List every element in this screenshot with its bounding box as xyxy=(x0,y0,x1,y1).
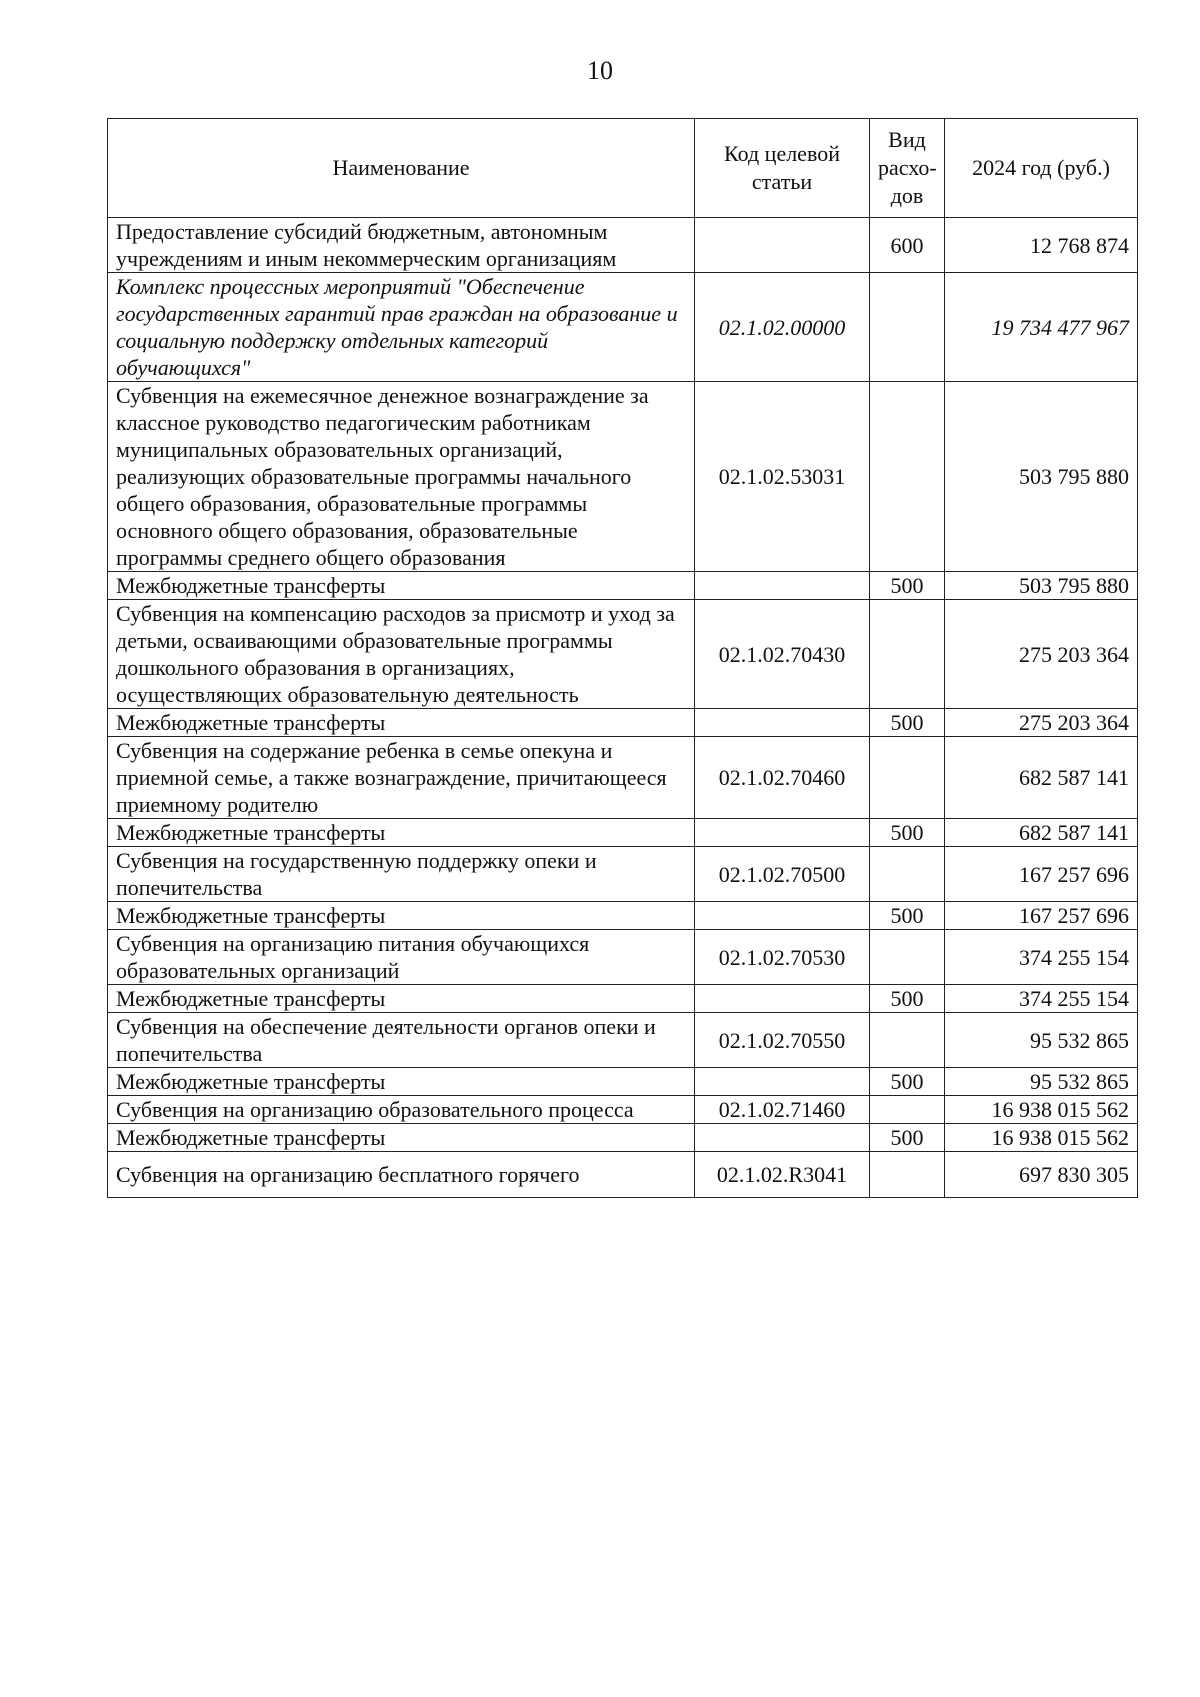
row-kind: 500 xyxy=(870,985,945,1013)
row-kind: 600 xyxy=(870,218,945,273)
table-row xyxy=(108,572,1138,600)
row-sum: 95 532 865 xyxy=(945,1068,1138,1096)
row-sum: 167 257 696 xyxy=(945,847,1138,902)
row-sum: 16 938 015 562 xyxy=(945,1124,1138,1152)
row-code: 02.1.02.71460 xyxy=(695,1096,870,1124)
row-name: Субвенция на обеспечение деятельности органов опеки и попечительства xyxy=(108,1013,695,1068)
row-sum: 682 587 141 xyxy=(945,737,1138,819)
table-header xyxy=(108,119,1138,218)
row-kind xyxy=(870,273,945,382)
row-kind xyxy=(870,737,945,819)
row-kind xyxy=(870,1152,945,1198)
row-code: 02.1.02.00000 xyxy=(695,273,870,382)
row-name: Межбюджетные трансферты xyxy=(108,1124,695,1152)
row-code xyxy=(695,819,870,847)
row-name: Межбюджетные трансферты xyxy=(108,902,695,930)
row-code: 02.1.02.70550 xyxy=(695,1013,870,1068)
row-sum: 275 203 364 xyxy=(945,600,1138,709)
row-name: Предоставление субсидий бюджетным, автономным учреждениям и иным некоммерческим организациям xyxy=(108,218,695,273)
table-row xyxy=(108,600,1138,709)
page-number: 10 xyxy=(587,56,613,85)
row-sum: 12 768 874 xyxy=(945,218,1138,273)
row-code: 02.1.02.70460 xyxy=(695,737,870,819)
row-name: Субвенция на организацию бесплатного горячего xyxy=(108,1152,695,1198)
table-row xyxy=(108,1068,1138,1096)
row-sum: 682 587 141 xyxy=(945,819,1138,847)
row-kind xyxy=(870,600,945,709)
row-code: 02.1.02.70500 xyxy=(695,847,870,902)
row-name: Субвенция на компенсацию расходов за присмотр и уход за детьми, осваивающими образовательные программы дошкольного образования в организациях, осуществляющих образовательную деятельность xyxy=(108,600,695,709)
table-row xyxy=(108,985,1138,1013)
row-code: 02.1.02.70430 xyxy=(695,600,870,709)
row-sum: 95 532 865 xyxy=(945,1013,1138,1068)
table-row xyxy=(108,930,1138,985)
header-row xyxy=(108,119,1138,218)
row-code xyxy=(695,985,870,1013)
table-row xyxy=(108,273,1138,382)
table-row xyxy=(108,902,1138,930)
row-kind: 500 xyxy=(870,1068,945,1096)
row-sum: 503 795 880 xyxy=(945,382,1138,572)
row-kind xyxy=(870,847,945,902)
row-sum: 697 830 305 xyxy=(945,1152,1138,1198)
row-sum: 503 795 880 xyxy=(945,572,1138,600)
row-kind: 500 xyxy=(870,1124,945,1152)
row-kind xyxy=(870,382,945,572)
row-kind: 500 xyxy=(870,819,945,847)
table-row xyxy=(108,1096,1138,1124)
row-name: Субвенция на ежемесячное денежное вознаграждение за классное руководство педагогическим работникам муниципальных образовательных организаций, реализующих образовательные программы начального общего образования, образовательные программы основного общего образования, образовательные программы среднего общего образования xyxy=(108,382,695,572)
row-sum: 167 257 696 xyxy=(945,902,1138,930)
budget-table xyxy=(107,118,1138,1198)
row-sum: 16 938 015 562 xyxy=(945,1096,1138,1124)
row-sum: 19 734 477 967 xyxy=(945,273,1138,382)
row-sum: 374 255 154 xyxy=(945,930,1138,985)
row-code xyxy=(695,1124,870,1152)
row-name: Межбюджетные трансферты xyxy=(108,1068,695,1096)
row-name: Субвенция на содержание ребенка в семье опекуна и приемной семье, а также вознаграждение, причитающееся приемному родителю xyxy=(108,737,695,819)
row-code xyxy=(695,902,870,930)
row-kind xyxy=(870,1013,945,1068)
row-code: 02.1.02.70530 xyxy=(695,930,870,985)
row-kind xyxy=(870,1096,945,1124)
table-body xyxy=(108,218,1138,1198)
row-code xyxy=(695,1068,870,1096)
row-code: 02.1.02.R3041 xyxy=(695,1152,870,1198)
row-name: Межбюджетные трансферты xyxy=(108,709,695,737)
row-name: Субвенция на государственную поддержку опеки и попечительства xyxy=(108,847,695,902)
table-row xyxy=(108,819,1138,847)
header-code: Код целевой статьи xyxy=(695,119,870,218)
table-row xyxy=(108,1013,1138,1068)
header-sum: 2024 год (руб.) xyxy=(945,119,1138,218)
table-row xyxy=(108,847,1138,902)
row-kind: 500 xyxy=(870,709,945,737)
row-kind: 500 xyxy=(870,902,945,930)
table-row xyxy=(108,737,1138,819)
row-code xyxy=(695,572,870,600)
row-kind: 500 xyxy=(870,572,945,600)
header-name: Наименование xyxy=(108,119,695,218)
row-code xyxy=(695,709,870,737)
table-row xyxy=(108,218,1138,273)
table-row xyxy=(108,1152,1138,1198)
row-sum: 275 203 364 xyxy=(945,709,1138,737)
row-name: Межбюджетные трансферты xyxy=(108,572,695,600)
header-kind: Вид расхо-дов xyxy=(870,119,945,218)
row-sum: 374 255 154 xyxy=(945,985,1138,1013)
table-row xyxy=(108,709,1138,737)
row-kind xyxy=(870,930,945,985)
table-row xyxy=(108,382,1138,572)
row-name: Комплекс процессных мероприятий "Обеспечение государственных гарантий прав граждан на образование и социальную поддержку отдельных категорий обучающихся" xyxy=(108,273,695,382)
table-row xyxy=(108,1124,1138,1152)
row-name: Субвенция на организацию образовательного процесса xyxy=(108,1096,695,1124)
row-name: Субвенция на организацию питания обучающихся образовательных организаций xyxy=(108,930,695,985)
row-code: 02.1.02.53031 xyxy=(695,382,870,572)
row-name: Межбюджетные трансферты xyxy=(108,819,695,847)
row-name: Межбюджетные трансферты xyxy=(108,985,695,1013)
row-code xyxy=(695,218,870,273)
